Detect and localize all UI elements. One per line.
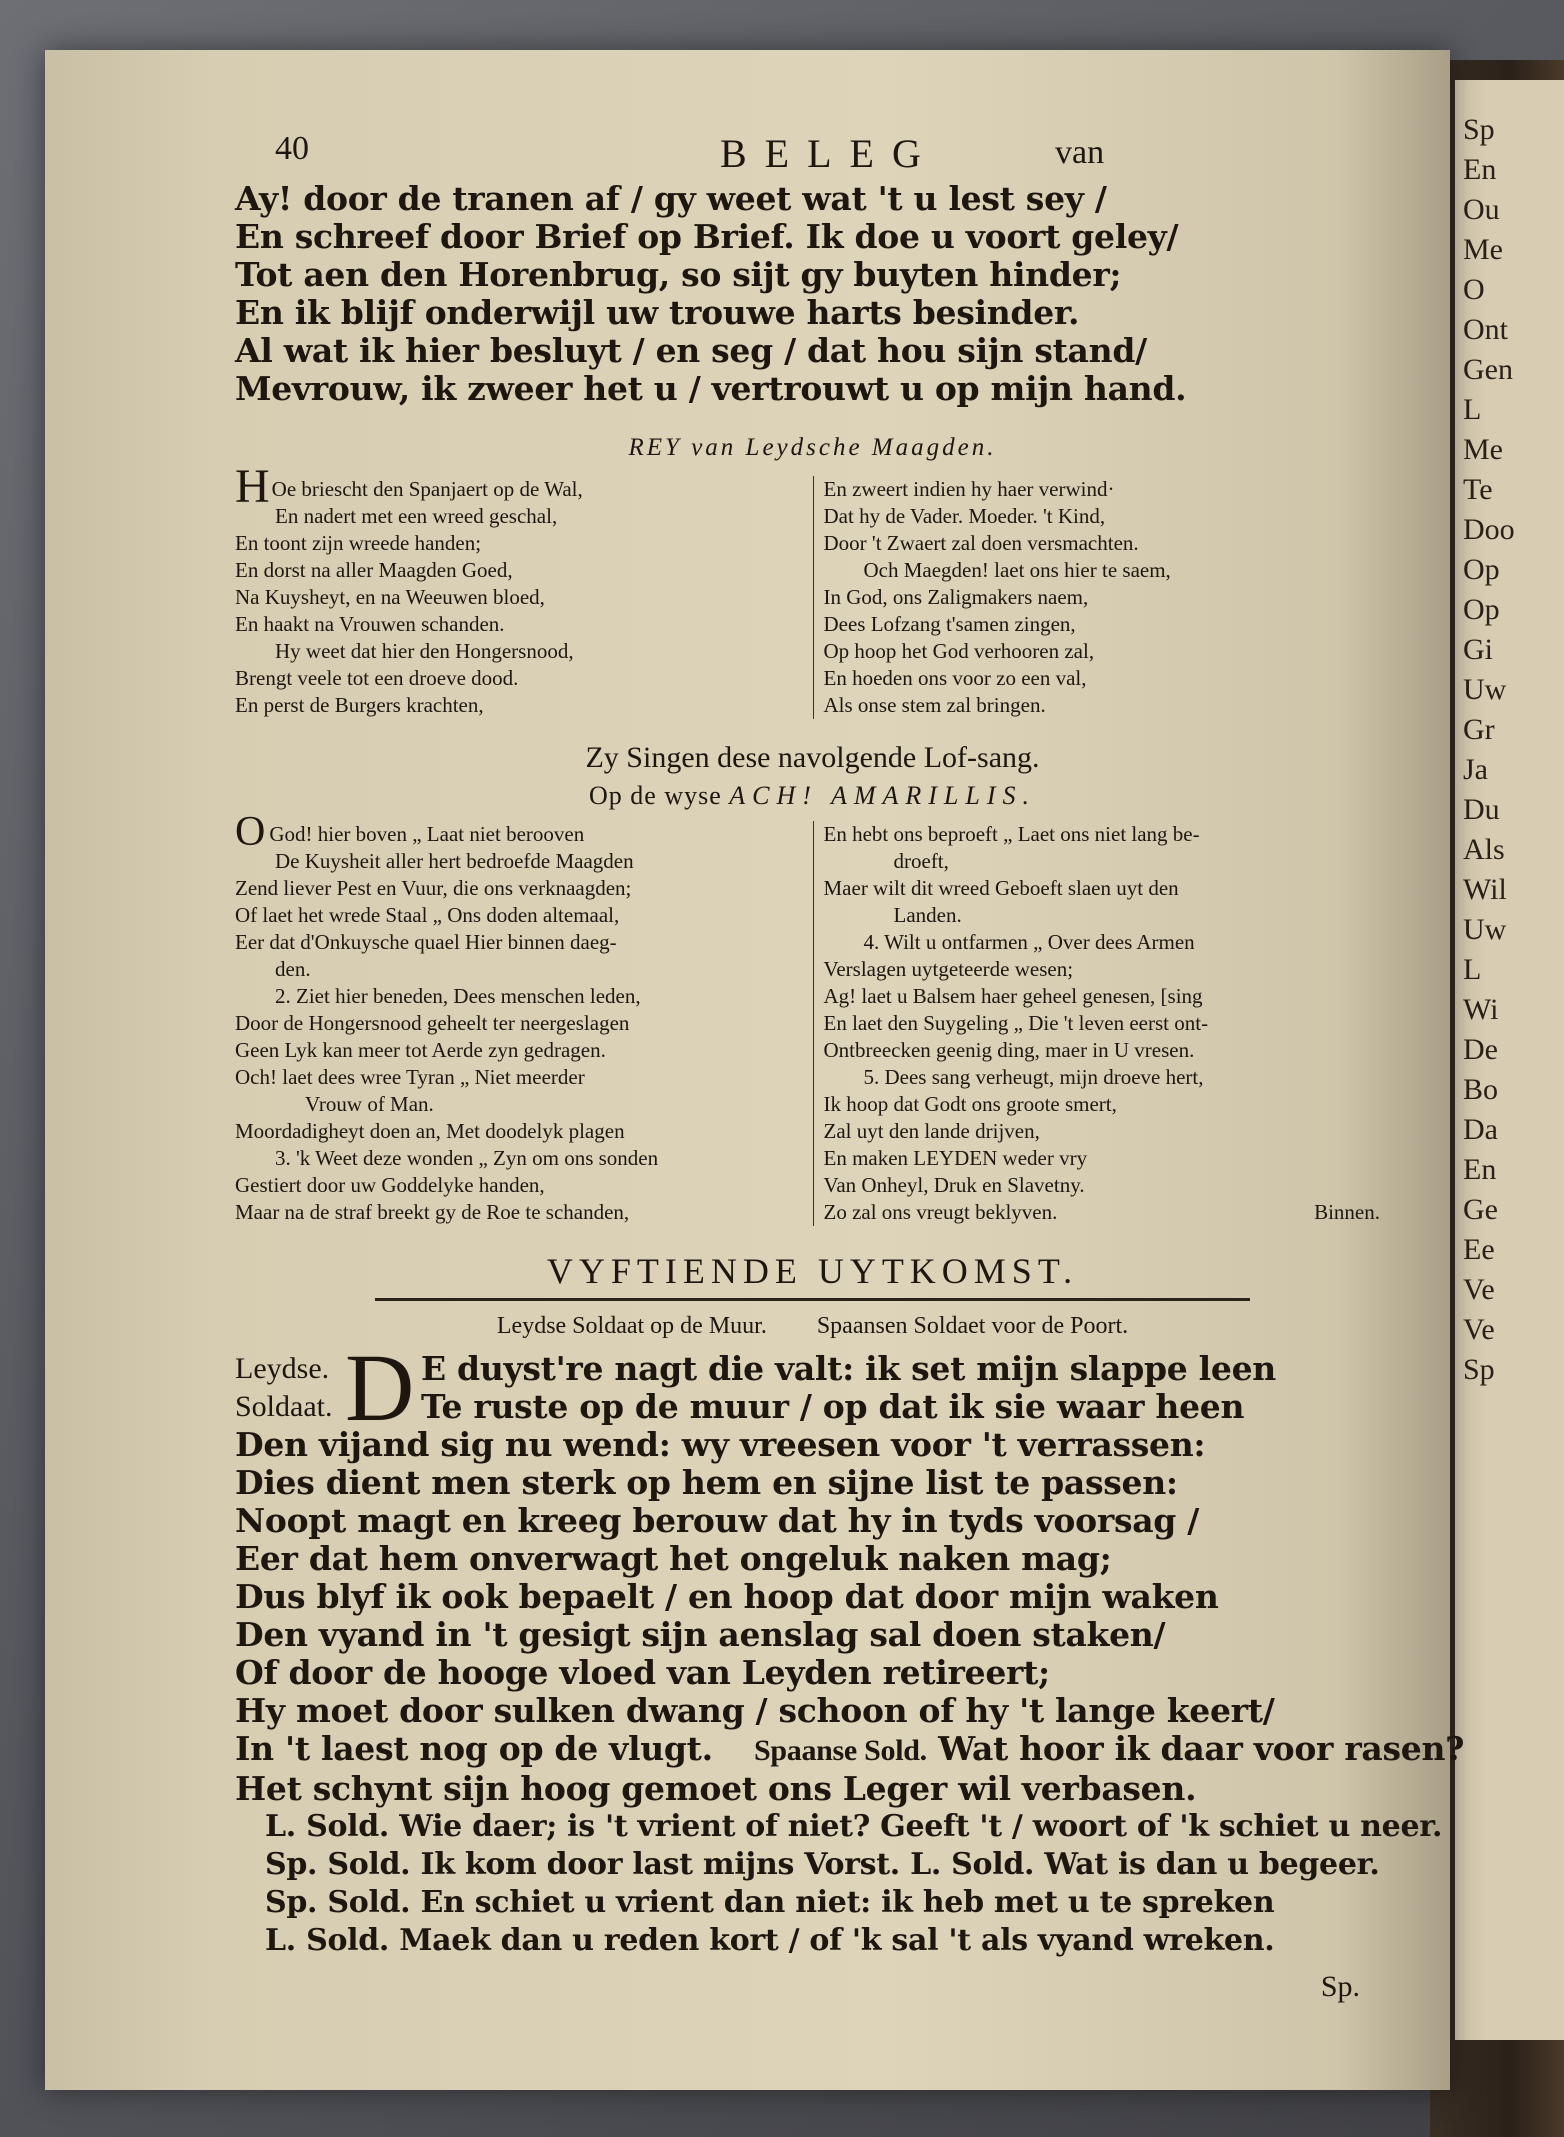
tune-prefix: Op de wyse: [589, 781, 722, 810]
verse-line: E duyst're nagt die valt: ik set mijn slappe leen: [421, 1349, 1276, 1388]
verse-line: 2. Ziet hier beneden, Dees menschen leden,: [275, 984, 641, 1008]
verse-line: En zweert indien hy haer verwind·: [823, 477, 1115, 501]
edge-fragment: Sp: [1463, 1353, 1495, 1386]
verse-line: Ontbreecken geenig ding, maer in U vresen.: [823, 1038, 1195, 1062]
song-right-column: [813, 821, 1391, 1226]
verse-line: En schreef door Brief op Brief. Ik doe u voort geley/: [235, 217, 1179, 256]
edge-fragment: Me: [1463, 433, 1503, 466]
verse-line: Sp. Sold. En schiet u vrient dan niet: ik heb met u te spreken: [265, 1885, 1275, 1920]
edge-fragment: Gr: [1463, 713, 1495, 746]
song-left-column: [235, 809, 813, 1226]
edge-fragment: Ee: [1463, 1233, 1495, 1266]
song-tune: [235, 781, 1390, 811]
verse-line: Och Maegden! laet ons hier te saem,: [863, 558, 1171, 582]
song-title: Zy Singen dese navolgende Lof-sang.: [585, 741, 1040, 774]
tune-name: ACH! AMARILLIS.: [729, 781, 1036, 810]
rey-heading: REY van Leydsche Maagden.: [628, 434, 997, 461]
verse-line: Hy weet dat hier den Hongersnood,: [275, 639, 574, 663]
verse-line: Verslagen uytgeteerde wesen;: [823, 957, 1074, 981]
verse-line: En laet den Suygeling „ Die 't leven eerst ont-: [823, 1011, 1209, 1035]
rey-drop-cap: H: [235, 460, 270, 513]
edge-fragment: Wi: [1463, 993, 1499, 1026]
verse-line: Zend liever Pest en Vuur, die ons verknaagden;: [235, 876, 632, 900]
song-catchword: Binnen.: [1314, 1200, 1380, 1224]
edge-fragment: Te: [1463, 473, 1493, 506]
verse-line: Dees Lofzang t'samen zingen,: [823, 612, 1076, 636]
edge-fragment: De: [1463, 1033, 1498, 1066]
verse-line: L. Sold. Wie daer; is 't vrient of niet? Geeft 't / woort of 'k schiet u neer.: [265, 1809, 1443, 1844]
verse-line: Hy moet door sulken dwang / schoon of hy 't lange keert/: [235, 1691, 1275, 1730]
verse-line: En perst de Burgers krachten,: [235, 693, 484, 717]
verse-line: Gestiert door uw Goddelyke handen,: [235, 1173, 545, 1197]
edge-fragment: Gi: [1463, 633, 1493, 666]
running-title-suffix: van: [1055, 134, 1105, 171]
verse-line: Dies dient men sterk op hem en sijne list te passen:: [235, 1463, 1178, 1502]
page-number: 40: [275, 130, 309, 167]
verse-line: L. Sold. Maek dan u reden kort / of 'k sal 't als vyand wreken.: [265, 1923, 1275, 1958]
verse-line: Of door de hooge vloed van Leyden retireert;: [235, 1653, 1050, 1692]
running-head: [235, 130, 1390, 178]
verse-line: Al wat ik hier besluyt / en seg / dat hou sijn stand/: [235, 331, 1147, 370]
edge-fragment: O: [1463, 273, 1485, 306]
verse-line: O God! hier boven „ Laat niet berooven: [235, 809, 585, 855]
edge-fragment: Bo: [1463, 1073, 1499, 1106]
speaker-leydse: Leydse Soldaat op de Muur.: [496, 1313, 767, 1339]
verse-line: droeft,: [893, 849, 949, 873]
verse-line: In 't laest nog op de vlugt. Spaanse Sold. Wat hoor ik daar voor rasen?: [235, 1729, 1465, 1768]
edge-fragment: En: [1463, 1153, 1497, 1186]
edge-fragment: Uw: [1463, 673, 1507, 706]
verse-line: Dus blyf ik ook bepaelt / en hoop dat door mijn waken: [235, 1577, 1219, 1616]
verse-line: Als onse stem zal bringen.: [823, 693, 1046, 717]
song-verses: [235, 809, 1390, 1226]
opening-verse: [235, 180, 1390, 408]
first-speaker-label: Leydse. Soldaat.: [235, 1352, 333, 1423]
edge-fragment: Als: [1463, 833, 1505, 866]
verse-line: Den vyand in 't gesigt sijn aenslag sal doen staken/: [235, 1615, 1166, 1654]
scene-drop-cap: D: [345, 1334, 415, 1441]
verse-line: Maer wilt dit wreed Geboeft slaen uyt den: [823, 876, 1179, 900]
verse-line: Door 't Zwaert zal doen versmachten.: [823, 531, 1139, 555]
edge-fragment: Op: [1463, 593, 1500, 626]
edge-fragment: Me: [1463, 233, 1503, 266]
edge-fragment: En: [1463, 153, 1497, 186]
scene-dialogue: [235, 1425, 1465, 1960]
edge-fragment: Uw: [1463, 913, 1507, 946]
song-drop-cap: O: [235, 809, 266, 855]
verse-line: Landen.: [893, 903, 962, 927]
edge-fragment: Sp: [1463, 113, 1495, 146]
scene-title: VYFTIENDE UYTKOMST.: [546, 1251, 1079, 1291]
verse-line: En haakt na Vrouwen schanden.: [235, 612, 505, 636]
interject-text: Wat hoor ik daar voor rasen?: [938, 1729, 1465, 1768]
verse-line: Na Kuysheyt, en na Weeuwen bloed,: [235, 585, 545, 609]
rey-left-column: [235, 460, 813, 719]
verse-line: Zo zal ons vreugt beklyven. Binnen.: [824, 1199, 1391, 1226]
rey-verses: [235, 460, 1390, 719]
verse-line: Noopt magt en kreeg berouw dat hy in tyds voorsag /: [235, 1501, 1200, 1540]
edge-fragment: Ve: [1463, 1273, 1495, 1306]
verse-line: Zal uyt den lande drijven,: [823, 1119, 1040, 1143]
verse-line: 4. Wilt u ontfarmen „ Over dees Armen: [863, 930, 1195, 954]
verse-line: De Kuysheit aller hert bedroefde Maagden: [275, 849, 634, 873]
verse-line: Te ruste op de muur / op dat ik sie waar heen: [421, 1387, 1245, 1426]
verse-line: Maar na de straf breekt gy de Roe te schanden,: [235, 1200, 630, 1224]
verse-line: Dat hy de Vader. Moeder. 't Kind,: [823, 504, 1106, 528]
edge-fragment: Ont: [1463, 313, 1508, 346]
book-page: [45, 50, 1465, 2090]
verse-line: Van Onheyl, Druk en Slavetny.: [823, 1173, 1085, 1197]
verse-line: Vrouw of Man.: [305, 1092, 434, 1116]
interject-speaker: Spaanse Sold.: [754, 1734, 927, 1767]
edge-fragment: Ge: [1463, 1193, 1498, 1226]
scene-title-rule: [375, 1298, 1250, 1301]
verse-line: Ay! door de tranen af / gy weet wat 't u lest sey /: [235, 179, 1107, 218]
verse-line: Ag! laet u Balsem haer geheel genesen, [sing: [823, 984, 1203, 1008]
verse-line: Door de Hongersnood geheelt ter neergeslagen: [235, 1011, 630, 1035]
verse-line: Mevrouw, ik zweer het u / vertrouwt u op mijn hand.: [235, 369, 1187, 408]
edge-fragment: Du: [1463, 793, 1500, 826]
edge-fragment: Doo: [1463, 513, 1515, 546]
scene-opening: [235, 1334, 1390, 1441]
verse-line: Eer dat d'Onkuysche quael Hier binnen daeg-: [235, 930, 617, 954]
verse-line: Ik hoop dat Godt ons groote smert,: [823, 1092, 1117, 1116]
verse-line: Op hoop het God verhooren zal,: [823, 639, 1095, 663]
rey-right-column: [813, 476, 1391, 719]
verse-line: En hebt ons beproeft „ Laet ons niet lang be-: [823, 822, 1200, 846]
verse-line: HOe briescht den Spanjaert op de Wal,: [235, 460, 583, 513]
adjacent-page-edge: [1455, 80, 1564, 2040]
verse-line: den.: [275, 957, 311, 981]
edge-fragment: Da: [1463, 1113, 1498, 1146]
verse-line: Sp. Sold. Ik kom door last mijns Vorst. L. Sold. Wat is dan u begeer.: [265, 1847, 1380, 1882]
verse-line: Brengt veele tot een droeve dood.: [235, 666, 519, 690]
verse-line: En hoeden ons voor zo een val,: [823, 666, 1087, 690]
verse-line: 3. 'k Weet deze wonden „ Zyn om ons sonden: [275, 1146, 659, 1170]
verse-line: Tot aen den Horenbrug, so sijt gy buyten hinder;: [235, 255, 1122, 294]
edge-fragment: Ve: [1463, 1313, 1495, 1346]
page-catchword: Sp.: [1320, 1970, 1360, 2003]
edge-fragment: Ou: [1463, 193, 1500, 226]
verse-line: En maken LEYDEN weder vry: [823, 1146, 1088, 1170]
verse-line: Eer dat hem onverwagt het ongeluk naken mag;: [235, 1539, 1112, 1578]
verse-line: En ik blijf onderwijl uw trouwe harts besinder.: [235, 293, 1080, 332]
verse-line: En dorst na aller Maagden Goed,: [235, 558, 513, 582]
verse-line: 5. Dees sang verheugt, mijn droeve hert,: [863, 1065, 1204, 1089]
verse-line: In God, ons Zaligmakers naem,: [823, 585, 1089, 609]
verse-line: Moordadigheyt doen an, Met doodelyk plagen: [235, 1119, 625, 1143]
edge-fragment: Gen: [1463, 353, 1513, 386]
verse-line: Of laet het wrede Staal „ Ons doden altemaal,: [235, 903, 620, 927]
verse-line: Den vijand sig nu wend: wy vreesen voor 't verrassen:: [235, 1425, 1206, 1464]
verse-line: En toont zijn wreede handen;: [235, 531, 482, 555]
verse-line: Het schynt sijn hoog gemoet ons Leger wil verbasen.: [235, 1769, 1197, 1808]
edge-fragment: Wil: [1463, 873, 1507, 906]
edge-fragment: L: [1463, 393, 1482, 426]
scene-first-lines: [421, 1350, 1276, 1426]
edge-fragment: L: [1463, 953, 1482, 986]
edge-fragment: Ja: [1463, 753, 1488, 786]
running-title: BELEG: [720, 131, 939, 176]
verse-line: Geen Lyk kan meer tot Aerde zyn gedragen.: [235, 1038, 606, 1062]
verse-line: En nadert met een wreed geschal,: [275, 504, 558, 528]
verse-line: Och! laet dees wree Tyran „ Niet meerder: [235, 1065, 585, 1089]
edge-fragment: Op: [1463, 553, 1500, 586]
speaker-spaanse: Spaansen Soldaet voor de Poort.: [816, 1313, 1129, 1339]
